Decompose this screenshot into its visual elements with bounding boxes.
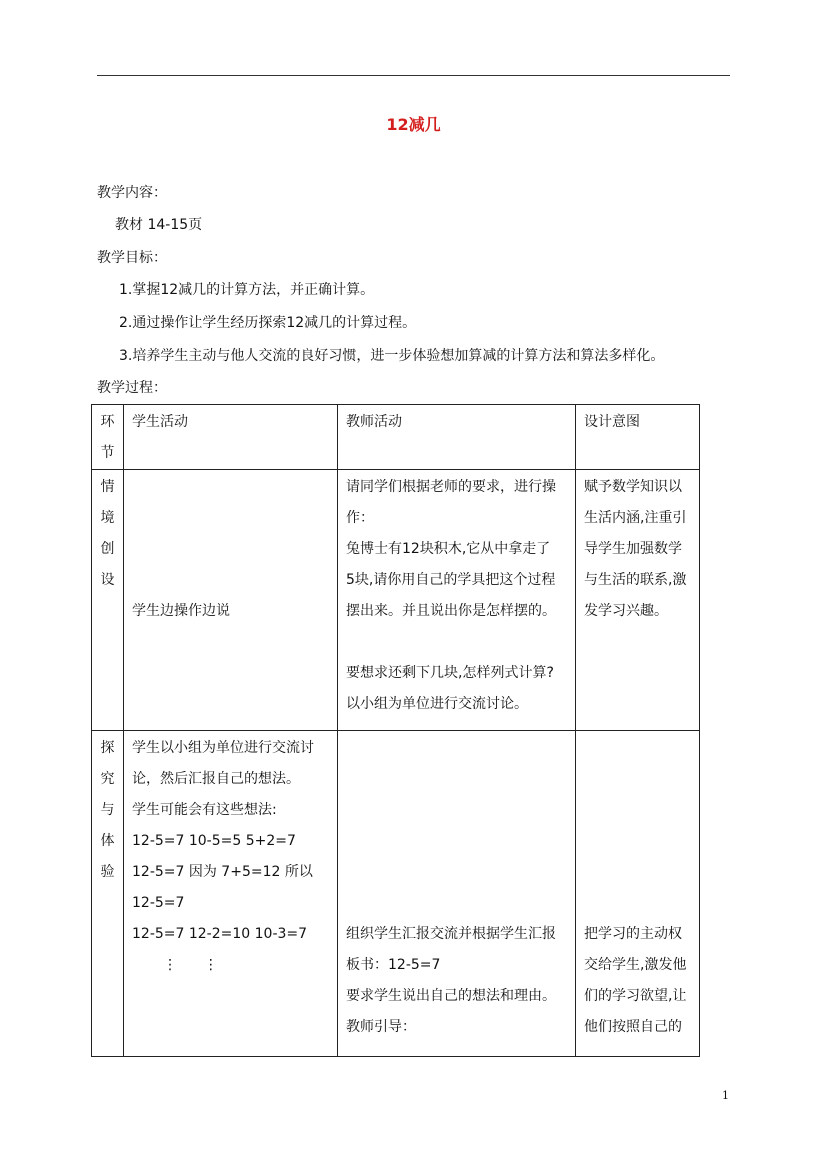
stage-char: 探 [100, 740, 115, 756]
design-intent-text: 与生活的联系,激 [584, 572, 687, 588]
teacher-activity-text: 兔博士有12块积木,它从中拿走了 [346, 541, 551, 557]
table-header-row [92, 405, 700, 470]
row2-stage [92, 731, 124, 1057]
page-number: 1 [722, 1089, 729, 1102]
stage-char: 究 [100, 771, 115, 787]
teacher-activity-text: 教师引导： [346, 1019, 416, 1035]
teacher-activity-text: 板书：12-5=7 [346, 957, 441, 973]
row2-student [124, 731, 338, 1057]
teacher-activity-text: 请同学们根据老师的要求，进行操 [346, 479, 556, 495]
teacher-activity-text: 要想求还剩下几块,怎样列式计算? [346, 665, 554, 681]
table-row [92, 470, 700, 731]
header-student-label: 学生活动 [132, 414, 188, 430]
lesson-table [91, 404, 700, 1057]
design-intent-text: 赋予数学知识以 [584, 479, 682, 495]
teacher-activity-text: 作： [346, 510, 374, 526]
row1-stage [92, 470, 124, 731]
row1-student [124, 470, 338, 731]
student-activity-text: 12-5=7 10-5=5 5+2=7 [132, 833, 296, 849]
teacher-activity-text: 组织学生汇报交流并根据学生汇报 [346, 926, 556, 942]
student-activity-text: 12-5=7 因为 7+5=12 所以 [132, 864, 313, 880]
stage-char: 体 [100, 833, 115, 849]
design-intent-text: 交给学生,激发他 [584, 957, 687, 973]
student-activity-text: 学生以小组为单位进行交流讨 [132, 740, 314, 756]
teacher-activity-text: 5块,请你用自己的学具把这个过程 [346, 572, 556, 588]
stage-char: 情 [100, 479, 115, 495]
row2-design [576, 731, 700, 1057]
goal-item-1: 1.掌握12减几的计算方法，并正确计算。 [119, 282, 375, 298]
header-design [576, 405, 700, 470]
header-stage [92, 405, 124, 470]
design-intent-text: 们的学习欲望,让 [584, 988, 687, 1004]
header-stage-char: 环 [100, 414, 115, 430]
header-teacher-label: 教师活动 [346, 414, 402, 430]
stage-char: 境 [100, 510, 115, 526]
header-design-label: 设计意图 [584, 414, 640, 430]
goals-label: 教学目标： [97, 250, 167, 266]
design-intent-text: 发学习兴趣。 [584, 603, 668, 619]
student-activity-text: 学生边操作边说 [132, 603, 230, 619]
design-intent-text: 他们按照自己的 [584, 1019, 682, 1035]
stage-char: 设 [100, 572, 115, 588]
goal-item-2: 2.通过操作让学生经历探索12减几的计算过程。 [119, 315, 417, 331]
student-activity-text: 12-5=7 12-2=10 10-3=7 [132, 926, 308, 942]
row1-teacher [338, 470, 576, 731]
stage-char: 验 [100, 864, 115, 880]
student-activity-text: 论，然后汇报自己的想法。 [132, 771, 300, 787]
student-activity-text: 12-5=7 [132, 895, 185, 911]
teacher-activity-text: 以小组为单位进行交流讨论。 [346, 696, 528, 712]
row1-design [576, 470, 700, 731]
student-activity-text: 学生可能会有这些想法: [132, 802, 277, 818]
header-student [124, 405, 338, 470]
ellipsis-text: ⋮ ⋮ [132, 957, 218, 973]
design-intent-text: 把学习的主动权 [584, 926, 682, 942]
header-teacher [338, 405, 576, 470]
document-title: 12减几 [386, 115, 441, 134]
design-intent-text: 导学生加强数学 [584, 541, 682, 557]
design-intent-text: 生活内涵,注重引 [584, 510, 687, 526]
teacher-activity-text: 摆出来。并且说出你是怎样摆的。 [346, 603, 556, 619]
header-stage-char: 节 [100, 445, 115, 461]
goal-item-3: 3.培养学生主动与他人交流的良好习惯，进一步体验想加算减的计算方法和算法多样化。 [119, 348, 665, 364]
process-label: 教学过程： [97, 380, 167, 396]
header-rule [97, 75, 730, 76]
stage-char: 与 [100, 802, 115, 818]
row2-teacher [338, 731, 576, 1057]
stage-char: 创 [100, 541, 115, 557]
teacher-activity-text: 要求学生说出自己的想法和理由。 [346, 988, 556, 1004]
content-label: 教学内容： [97, 185, 167, 201]
content-text: 教材 14-15页 [115, 217, 203, 233]
table-row [92, 731, 700, 1057]
